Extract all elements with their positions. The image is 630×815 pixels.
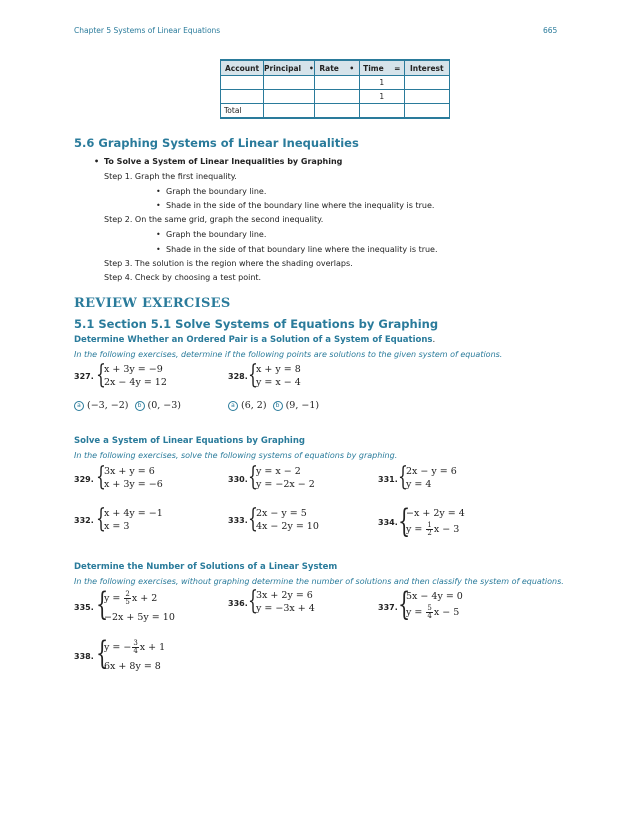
review-section-heading: 5.1 Section 5.1 Solve Systems of Equations by Graphing — [74, 317, 439, 331]
table-row: 1 — [221, 76, 450, 90]
exercise-number: 334. — [378, 518, 398, 527]
col-account: Account — [221, 60, 264, 76]
exercise-number: 335. — [74, 603, 94, 612]
running-header-chapter: Chapter 5 Systems of Linear Equations — [74, 26, 221, 35]
col-rate: Rate • — [314, 60, 359, 76]
interest-table — [220, 59, 450, 119]
exercise-number: 336. — [228, 599, 248, 608]
step-2-sub-2: • Shade in the side of that boundary line where the inequality is true. — [166, 245, 438, 254]
exercise-number: 330. — [228, 475, 248, 484]
step-2: Step 2. On the same grid, graph the second inequality. — [104, 215, 324, 224]
answer-options-328: a (6, 2) b (9, −1) — [228, 400, 319, 411]
bullet-heading: • To Solve a System of Linear Inequalities by Graphing — [104, 157, 342, 166]
step-4: Step 4. Check by choosing a test point. — [104, 273, 262, 282]
exercise-number: 333. — [228, 516, 248, 525]
exercise-number: 338. — [74, 652, 94, 661]
col-interest: Interest — [404, 60, 449, 76]
group-instruction-2: In the following exercises, solve the following systems of equations by graphing. — [74, 451, 398, 460]
step-1-sub-2: • Shade in the side of the boundary line where the inequality is true. — [166, 201, 434, 210]
group-instruction-1: In the following exercises, determine if the following points are solutions to the given system of equations. — [74, 350, 503, 359]
review-exercises-title: REVIEW EXERCISES — [74, 296, 231, 311]
step-3: Step 3. The solution is the region where the shading overlaps. — [104, 259, 353, 268]
page-number: 665 — [543, 26, 558, 35]
answer-options-327: a (−3, −2) b (0, −3) — [74, 400, 181, 411]
exercise-number: 328. — [228, 372, 248, 381]
table-row: Total — [221, 104, 450, 119]
col-time: Time = — [359, 60, 404, 76]
group-heading-1: Determine Whether an Ordered Pair is a Solution of a System of Equations. — [74, 335, 436, 345]
step-2-sub-1: • Graph the boundary line. — [166, 230, 266, 239]
step-1-sub-1: • Graph the boundary line. — [166, 187, 266, 196]
group-instruction-3: In the following exercises, without graphing determine the number of solutions and then classify the system of equations. — [74, 577, 564, 586]
exercise-number: 337. — [378, 603, 398, 612]
col-principal: Principal • — [264, 60, 315, 76]
exercise-number: 327. — [74, 372, 94, 381]
table-row: 1 — [221, 90, 450, 104]
exercise-number: 332. — [74, 516, 94, 525]
step-1: Step 1. Graph the first inequality. — [104, 172, 237, 181]
group-heading-3: Determine the Number of Solutions of a Linear System — [74, 562, 338, 572]
exercise-number: 331. — [378, 475, 398, 484]
group-heading-2: Solve a System of Linear Equations by Graphing — [74, 436, 305, 446]
section-title: 5.6 Graphing Systems of Linear Inequalities — [74, 136, 359, 150]
exercise-number: 329. — [74, 475, 94, 484]
